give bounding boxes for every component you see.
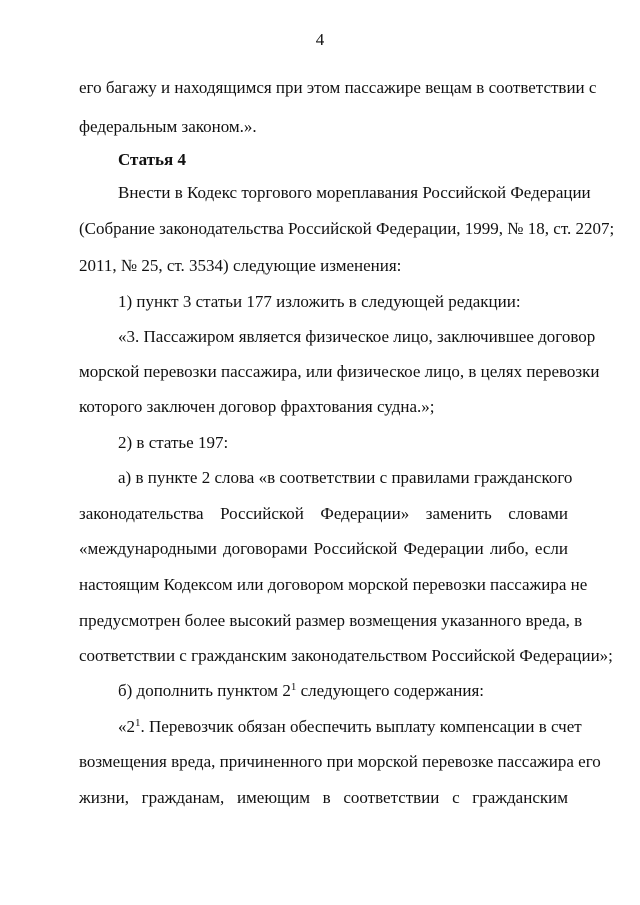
text-fragment: б) дополнить пунктом 2 [118, 681, 291, 700]
text-line: его багажу и находящимся при этом пассажире вещам в соответствии с [79, 78, 597, 97]
text-fragment [118, 717, 141, 737]
text-fragment: следующего содержания: [296, 681, 484, 700]
text-line: законодательства Российской Федерации» заменить словами [79, 504, 568, 523]
text-line: жизни, гражданам, имеющим в соответствии с гражданским [79, 788, 568, 807]
text-line: 2011, № 25, ст. 3534) следующие изменения: [79, 256, 402, 275]
text-line: 1) пункт 3 статьи 177 изложить в следующей редакции: [118, 292, 521, 311]
superscript: 1 [290, 681, 297, 693]
text-line: 2) в статье 197: [118, 433, 229, 452]
text-line: возмещения вреда, причиненного при морской перевозке пассажира его [79, 752, 601, 771]
text-line: «3. Пассажиром является физическое лицо, заключившее договор [118, 327, 596, 346]
page-number: 4 [315, 30, 325, 49]
article-heading: Статья 4 [118, 150, 186, 169]
text-line [118, 717, 582, 737]
text-line [118, 681, 568, 701]
text-fragment: «2 [118, 717, 135, 736]
text-line: которого заключен договор фрахтования судна.»; [79, 397, 435, 416]
text-line: «международными договорами Российской Федерации либо, если [79, 539, 568, 558]
text-line: а) в пункте 2 слова «в соответствии с правилами гражданского [118, 468, 573, 487]
text-line: соответствии с гражданским законодательством Российской Федерации»; [79, 646, 613, 665]
text-line: настоящим Кодексом или договором морской перевозки пассажира не [79, 575, 588, 594]
text-line: (Собрание законодательства Российской Федерации, 1999, № 18, ст. 2207; [79, 219, 615, 238]
text-line: морской перевозки пассажира, или физическое лицо, в целях перевозки [79, 362, 600, 381]
superscript: 1 [135, 717, 141, 729]
text-line: предусмотрен более высокий размер возмещения указанного вреда, в [79, 611, 583, 630]
text-line: федеральным законом.». [79, 117, 257, 136]
text-fragment: . Перевозчик обязан обеспечить выплату компенсации в счет [140, 717, 582, 736]
text-line: Внести в Кодекс торгового мореплавания Российской Федерации [118, 183, 591, 202]
